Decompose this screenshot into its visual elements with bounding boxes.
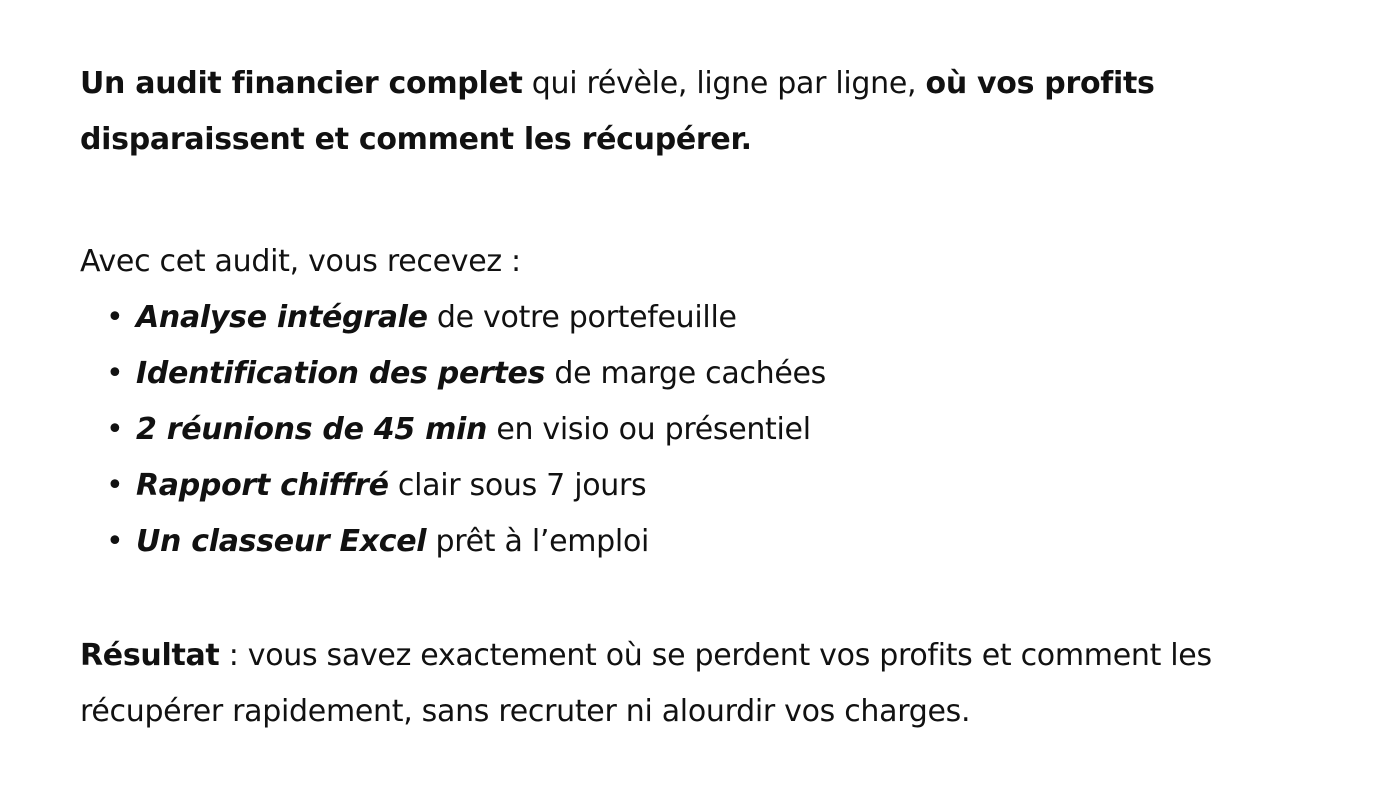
list-item <box>106 290 1340 346</box>
intro-bold-profits: où vos profits disparaissent et comment les récupérer. <box>80 66 1155 157</box>
list-item-emphasis: Identification des pertes <box>136 356 546 391</box>
list-item-emphasis: 2 réunions de 45 min <box>136 412 488 447</box>
list-item-text: clair sous 7 jours <box>388 468 647 503</box>
list-item-emphasis: Rapport chiffré <box>136 468 389 503</box>
list-item-text: de marge cachées <box>545 356 827 391</box>
list-item <box>106 402 1340 458</box>
result-text: : vous savez exactement où se perdent vos profits et comment les récupérer rapidement, sans recruter ni alourdir vos charges. <box>80 638 1212 729</box>
bullet-icon: • <box>106 300 124 335</box>
list-item-emphasis: Analyse intégrale <box>136 300 428 335</box>
bullet-icon: • <box>106 468 124 503</box>
list-item <box>106 458 1340 514</box>
list-item-emphasis: Un classeur Excel <box>136 524 427 559</box>
list-item-text: prêt à l’emploi <box>426 524 650 559</box>
bullet-icon: • <box>106 412 124 447</box>
benefits-list <box>80 290 1340 570</box>
list-item-text: de votre portefeuille <box>427 300 737 335</box>
spacer <box>80 570 1340 628</box>
bullet-icon: • <box>106 524 124 559</box>
intro-text: qui révèle, ligne par ligne, <box>522 66 926 101</box>
intro-bold-audit: Un audit financier complet <box>80 66 523 101</box>
intro-paragraph <box>80 56 1320 168</box>
bullet-icon: • <box>106 356 124 391</box>
list-item <box>106 514 1340 570</box>
list-item-text: en visio ou présentiel <box>487 412 811 447</box>
result-label: Résultat <box>80 638 220 673</box>
list-lead-text: Avec cet audit, vous recevez : <box>80 244 521 279</box>
spacer <box>80 168 1340 234</box>
list-item <box>106 346 1340 402</box>
result-paragraph <box>80 628 1330 740</box>
